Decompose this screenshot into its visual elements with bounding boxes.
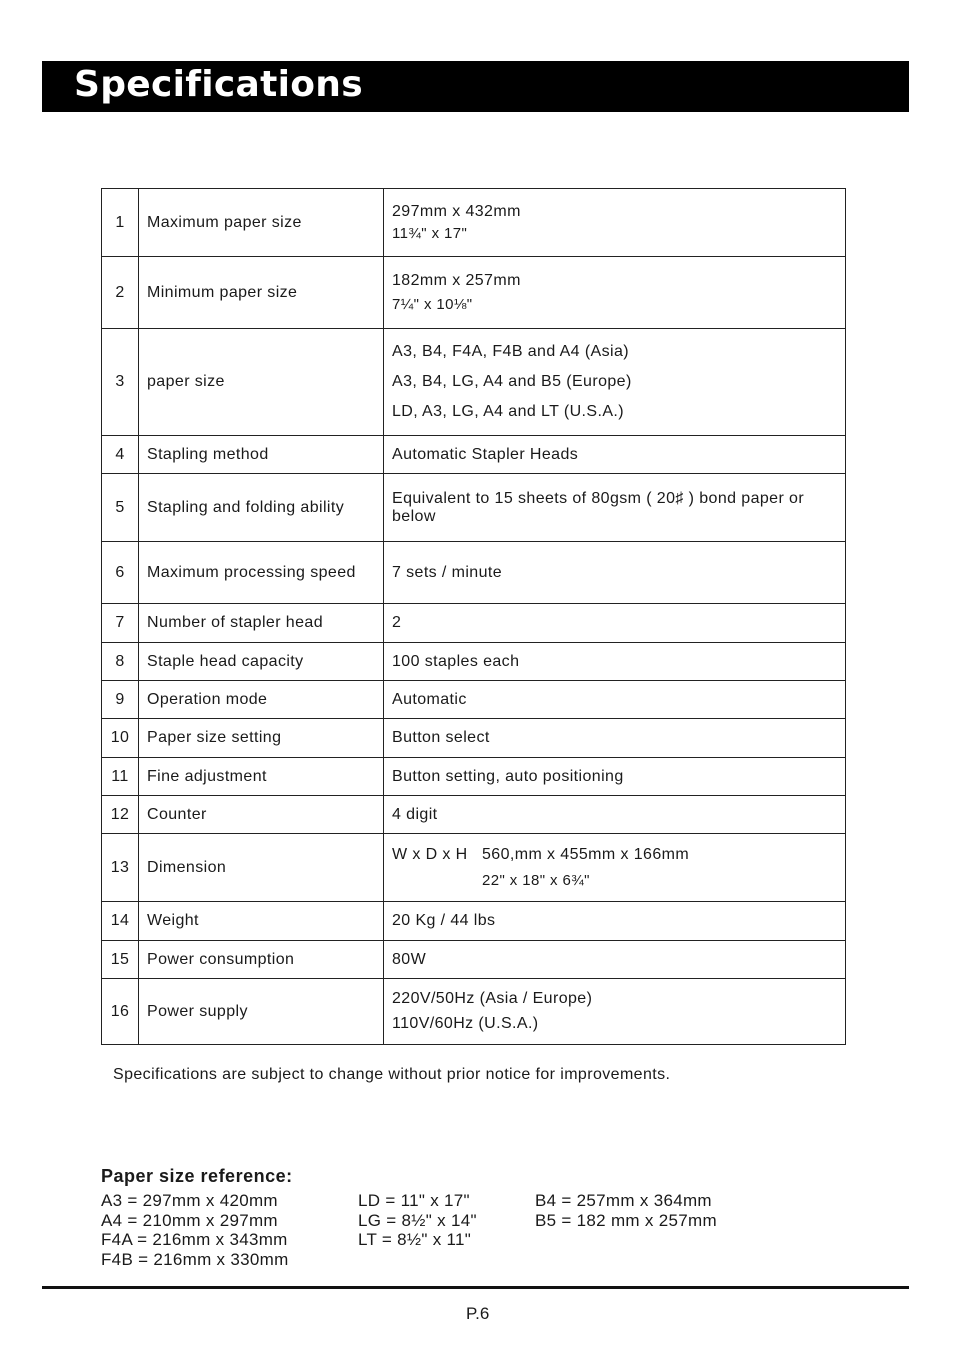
reference-item: B4 = 257mm x 364mm [535,1191,712,1210]
title-bar [42,61,909,112]
row-item: Power consumption [139,941,384,979]
row-number: 2 [102,257,139,329]
reference-item: LG = 8½" x 14" [358,1210,477,1230]
row-number: 16 [102,979,139,1045]
value-line: Automatic [392,690,467,708]
row-number: 13 [102,834,139,902]
row-number: 14 [102,902,139,941]
row-item: Maximum processing speed [139,542,384,604]
table-row [102,834,846,902]
row-number: 8 [102,643,139,681]
row-value [384,436,846,474]
specifications-table [101,188,846,1045]
row-number: 9 [102,681,139,719]
row-value [384,902,846,941]
reference-item: A3 = 297mm x 420mm [101,1191,278,1210]
reference-column-2 [358,1191,477,1250]
value-line: 7¼" x 10⅛" [392,295,473,313]
value-line: Button setting, auto positioning [392,767,624,785]
value-line: Automatic Stapler Heads [392,445,579,463]
footer-divider [42,1286,909,1289]
table-row [102,542,846,604]
row-item: Dimension [139,834,384,902]
value-line: 182mm x 257mm [392,271,521,289]
reference-column-1 [101,1191,289,1269]
table-row [102,902,846,941]
row-item: Staple head capacity [139,643,384,681]
row-item: Number of stapler head [139,604,384,643]
row-number: 5 [102,474,139,542]
dimension-row [392,846,837,890]
row-value [384,681,846,719]
row-number: 12 [102,796,139,834]
row-item: Operation mode [139,681,384,719]
table-row [102,189,846,257]
value-line: 110V/60Hz (U.S.A.) [392,1015,539,1032]
row-item: Paper size setting [139,719,384,758]
value-line: 11¾" x 17" [392,224,468,242]
row-number: 3 [102,329,139,436]
table-row [102,604,846,643]
reference-column-3 [535,1191,717,1230]
value-line: 297mm x 432mm [392,202,521,220]
row-number: 10 [102,719,139,758]
row-number: 6 [102,542,139,604]
table-row [102,436,846,474]
row-item: Weight [139,902,384,941]
page-number: P.6 [466,1304,490,1323]
row-item: paper size [139,329,384,436]
value-line: 2 [392,614,402,631]
row-number: 4 [102,436,139,474]
dimension-label: W x D x H [392,845,468,863]
value-line: 80W [392,950,427,968]
row-value [384,941,846,979]
row-value [384,979,846,1045]
value-line: Equivalent to 15 sheets of 80gsm ( 20♯ ) bond paper or below [392,489,805,525]
table-row [102,257,846,329]
reference-title: Paper size reference: [101,1166,293,1186]
value-line: 220V/50Hz (Asia / Europe) [392,990,593,1007]
row-value [384,834,846,902]
row-number: 11 [102,758,139,796]
table-row [102,643,846,681]
row-item: Counter [139,796,384,834]
row-item: Stapling method [139,436,384,474]
row-item: Stapling and folding ability [139,474,384,542]
row-value [384,257,846,329]
row-value [384,329,846,436]
value-line: LD, A3, LG, A4 and LT (U.S.A.) [392,403,624,420]
value-line: A3, B4, F4A, F4B and A4 (Asia) [392,343,629,360]
table-row [102,796,846,834]
reference-item: F4A = 216mm x 343mm [101,1230,288,1250]
reference-item: LT = 8½" x 11" [358,1230,472,1250]
reference-item: LD = 11" x 17" [358,1191,470,1210]
page-title: Specifications [74,64,363,105]
value-line: 7 sets / minute [392,563,503,581]
row-item: Power supply [139,979,384,1045]
row-value [384,796,846,834]
row-number: 1 [102,189,139,257]
table-row [102,758,846,796]
row-item: Minimum paper size [139,257,384,329]
row-item: Maximum paper size [139,189,384,257]
value-line: 100 staples each [392,652,520,670]
value-line: 20 Kg / 44 lbs [392,912,496,929]
table-row [102,681,846,719]
dimension-values [482,846,689,890]
table-row [102,329,846,436]
row-value [384,189,846,257]
value-line: 22" x 18" x 6¾" [482,871,590,889]
row-value [384,604,846,643]
value-line: A3, B4, LG, A4 and B5 (Europe) [392,373,632,390]
reference-item: F4B = 216mm x 330mm [101,1249,289,1269]
row-value [384,758,846,796]
value-line: 560,mm x 455mm x 166mm [482,845,690,863]
row-value [384,542,846,604]
row-number: 15 [102,941,139,979]
row-value [384,719,846,758]
reference-item: A4 = 210mm x 297mm [101,1210,278,1230]
row-value [384,474,846,542]
table-row [102,719,846,758]
table-row [102,979,846,1045]
value-line: 4 digit [392,805,438,823]
reference-item: B5 = 182 mm x 257mm [535,1210,717,1230]
value-line: Button select [392,729,490,746]
row-number: 7 [102,604,139,643]
specification-note: Specifications are subject to change without prior notice for improvements. [113,1066,671,1083]
row-value [384,643,846,681]
row-item: Fine adjustment [139,758,384,796]
table-row [102,941,846,979]
table-row [102,474,846,542]
